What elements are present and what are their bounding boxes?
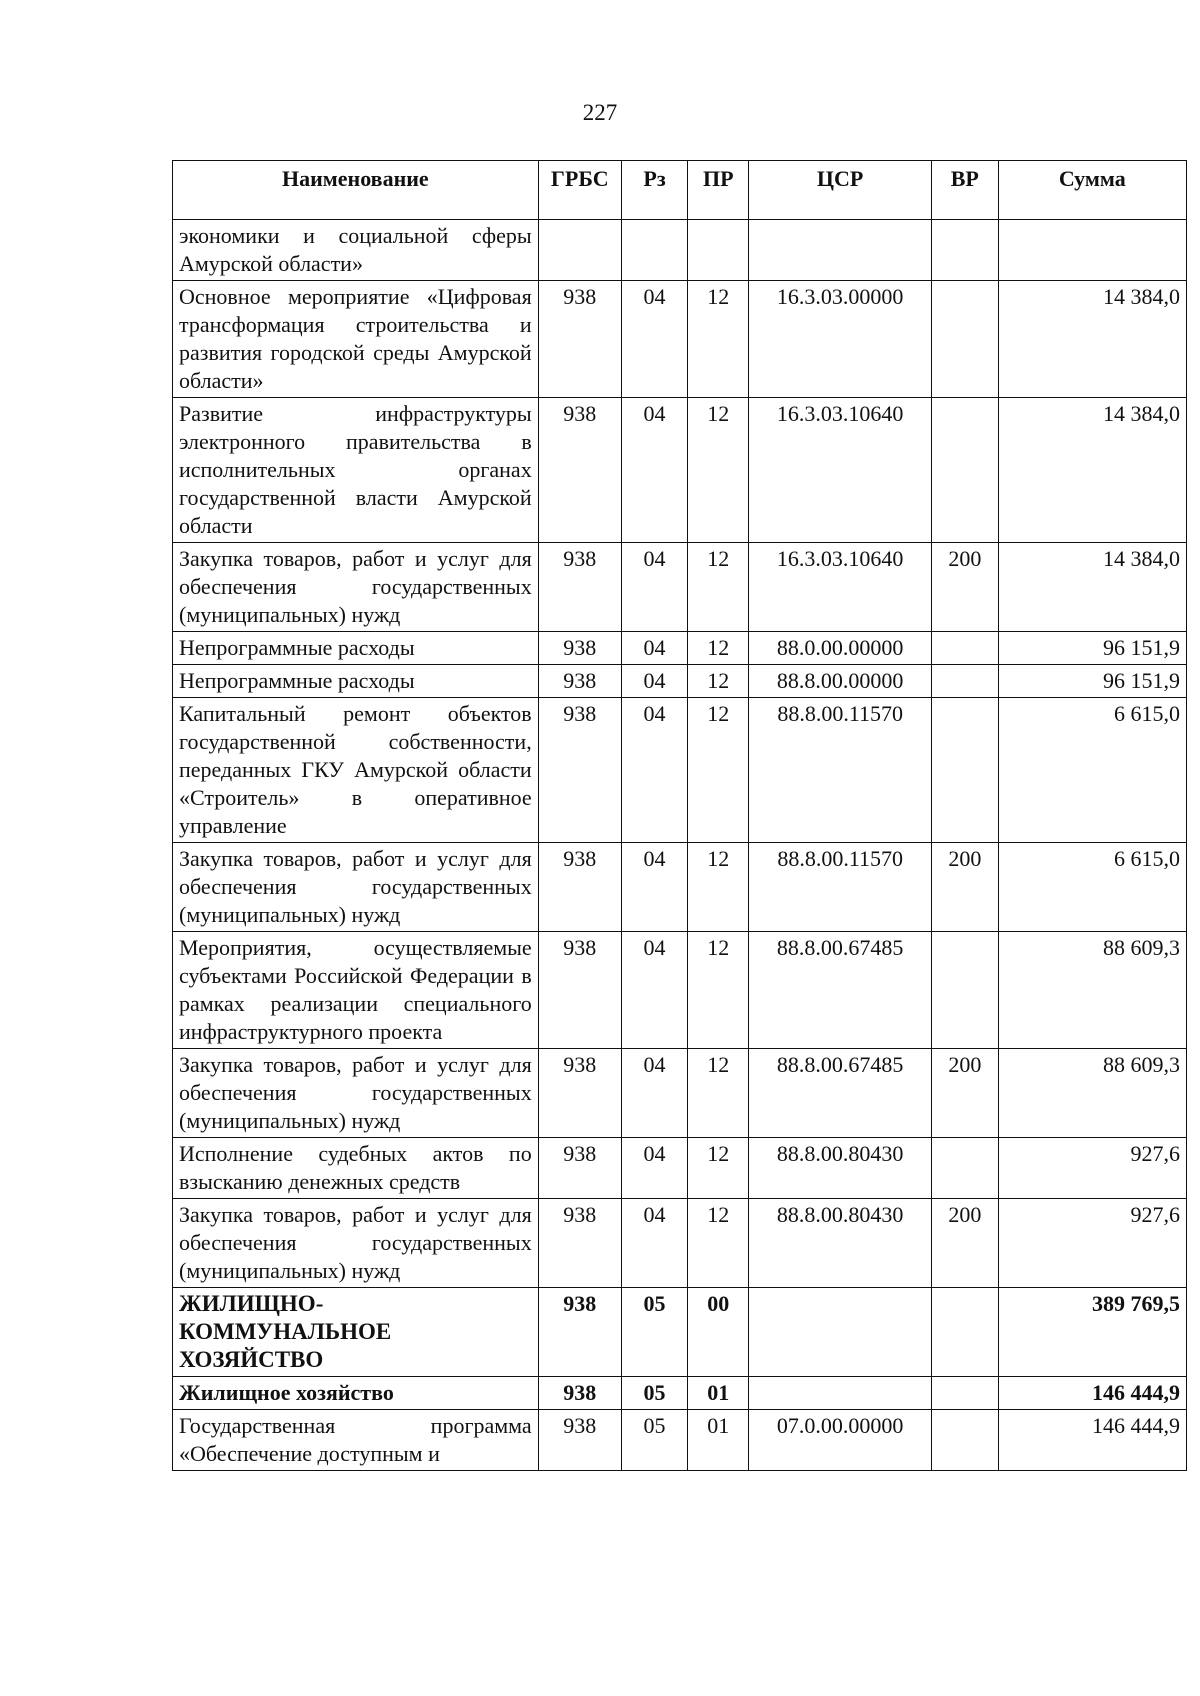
budget-table bbox=[172, 160, 1187, 1471]
cell-rz: 04 bbox=[621, 665, 687, 698]
cell-rz: 04 bbox=[621, 1049, 687, 1138]
cell-pr: 12 bbox=[688, 1138, 749, 1199]
table-row bbox=[173, 220, 1187, 281]
cell-vr bbox=[932, 1288, 998, 1377]
cell-sum: 96 151,9 bbox=[998, 665, 1186, 698]
cell-pr: 12 bbox=[688, 1049, 749, 1138]
cell-csr bbox=[749, 1288, 932, 1377]
table-row bbox=[173, 665, 1187, 698]
cell-sum: 14 384,0 bbox=[998, 398, 1186, 543]
table-row bbox=[173, 1288, 1187, 1377]
cell-csr: 88.0.00.00000 bbox=[749, 632, 932, 665]
cell-sum: 88 609,3 bbox=[998, 1049, 1186, 1138]
cell-grbs bbox=[538, 220, 621, 281]
cell-rz: 05 bbox=[621, 1410, 687, 1471]
header-sum: Сумма bbox=[998, 161, 1186, 220]
cell-rz: 04 bbox=[621, 281, 687, 398]
header-pr: ПР bbox=[688, 161, 749, 220]
cell-grbs: 938 bbox=[538, 1377, 621, 1410]
cell-grbs: 938 bbox=[538, 1049, 621, 1138]
cell-csr: 88.8.00.67485 bbox=[749, 1049, 932, 1138]
cell-csr: 07.0.00.00000 bbox=[749, 1410, 932, 1471]
cell-grbs: 938 bbox=[538, 1138, 621, 1199]
cell-rz: 05 bbox=[621, 1288, 687, 1377]
table-row bbox=[173, 398, 1187, 543]
cell-sum: 146 444,9 bbox=[998, 1377, 1186, 1410]
cell-name: экономики и социальной сферы Амурской области» bbox=[173, 220, 539, 281]
cell-vr: 200 bbox=[932, 1199, 998, 1288]
cell-grbs: 938 bbox=[538, 632, 621, 665]
cell-pr: 12 bbox=[688, 932, 749, 1049]
cell-grbs: 938 bbox=[538, 398, 621, 543]
cell-grbs: 938 bbox=[538, 1410, 621, 1471]
table-row bbox=[173, 632, 1187, 665]
cell-csr: 16.3.03.10640 bbox=[749, 398, 932, 543]
cell-name: Закупка товаров, работ и услуг для обеспечения государственных (муниципальных) нужд bbox=[173, 543, 539, 632]
cell-sum: 927,6 bbox=[998, 1199, 1186, 1288]
header-csr: ЦСР bbox=[749, 161, 932, 220]
cell-rz: 04 bbox=[621, 843, 687, 932]
table-row bbox=[173, 281, 1187, 398]
cell-vr bbox=[932, 632, 998, 665]
table-row bbox=[173, 1410, 1187, 1471]
cell-pr: 01 bbox=[688, 1410, 749, 1471]
cell-pr: 12 bbox=[688, 281, 749, 398]
cell-name: Мероприятия, осуществляемые субъектами Российской Федерации в рамках реализации специального инфраструктурного проекта bbox=[173, 932, 539, 1049]
table-row bbox=[173, 543, 1187, 632]
cell-rz: 04 bbox=[621, 632, 687, 665]
cell-vr: 200 bbox=[932, 543, 998, 632]
cell-sum bbox=[998, 220, 1186, 281]
cell-name: Жилищное хозяйство bbox=[173, 1377, 539, 1410]
cell-pr: 12 bbox=[688, 843, 749, 932]
cell-csr: 88.8.00.67485 bbox=[749, 932, 932, 1049]
cell-name: ЖИЛИЩНО-КОММУНАЛЬНОЕ ХОЗЯЙСТВО bbox=[173, 1288, 539, 1377]
cell-rz: 04 bbox=[621, 1199, 687, 1288]
cell-pr: 12 bbox=[688, 632, 749, 665]
cell-csr: 88.8.00.11570 bbox=[749, 843, 932, 932]
cell-sum: 146 444,9 bbox=[998, 1410, 1186, 1471]
cell-rz: 04 bbox=[621, 543, 687, 632]
cell-sum: 389 769,5 bbox=[998, 1288, 1186, 1377]
cell-pr bbox=[688, 220, 749, 281]
cell-sum: 96 151,9 bbox=[998, 632, 1186, 665]
table-row bbox=[173, 932, 1187, 1049]
cell-sum: 6 615,0 bbox=[998, 843, 1186, 932]
cell-vr: 200 bbox=[932, 843, 998, 932]
cell-sum: 88 609,3 bbox=[998, 932, 1186, 1049]
table-header-row bbox=[173, 161, 1187, 220]
cell-name: Закупка товаров, работ и услуг для обеспечения государственных (муниципальных) нужд bbox=[173, 1199, 539, 1288]
header-name: Наименование bbox=[173, 161, 539, 220]
cell-csr bbox=[749, 1377, 932, 1410]
cell-name: Непрограммные расходы bbox=[173, 632, 539, 665]
cell-vr bbox=[932, 1138, 998, 1199]
cell-grbs: 938 bbox=[538, 281, 621, 398]
table-row bbox=[173, 698, 1187, 843]
cell-sum: 14 384,0 bbox=[998, 281, 1186, 398]
cell-sum: 927,6 bbox=[998, 1138, 1186, 1199]
cell-csr: 88.8.00.00000 bbox=[749, 665, 932, 698]
cell-pr: 12 bbox=[688, 1199, 749, 1288]
cell-grbs: 938 bbox=[538, 543, 621, 632]
cell-csr: 88.8.00.80430 bbox=[749, 1138, 932, 1199]
cell-name: Исполнение судебных актов по взысканию денежных средств bbox=[173, 1138, 539, 1199]
cell-name: Непрограммные расходы bbox=[173, 665, 539, 698]
cell-vr bbox=[932, 932, 998, 1049]
cell-rz: 04 bbox=[621, 932, 687, 1049]
cell-pr: 12 bbox=[688, 698, 749, 843]
cell-vr bbox=[932, 1377, 998, 1410]
cell-grbs: 938 bbox=[538, 665, 621, 698]
cell-csr: 16.3.03.10640 bbox=[749, 543, 932, 632]
cell-vr bbox=[932, 665, 998, 698]
cell-sum: 6 615,0 bbox=[998, 698, 1186, 843]
cell-vr bbox=[932, 220, 998, 281]
cell-rz: 05 bbox=[621, 1377, 687, 1410]
cell-sum: 14 384,0 bbox=[998, 543, 1186, 632]
cell-rz: 04 bbox=[621, 1138, 687, 1199]
cell-name: Закупка товаров, работ и услуг для обеспечения государственных (муниципальных) нужд bbox=[173, 843, 539, 932]
cell-grbs: 938 bbox=[538, 932, 621, 1049]
table-row bbox=[173, 1199, 1187, 1288]
cell-csr: 16.3.03.00000 bbox=[749, 281, 932, 398]
cell-grbs: 938 bbox=[538, 1288, 621, 1377]
table-row bbox=[173, 1377, 1187, 1410]
cell-pr: 00 bbox=[688, 1288, 749, 1377]
cell-csr: 88.8.00.11570 bbox=[749, 698, 932, 843]
cell-grbs: 938 bbox=[538, 843, 621, 932]
cell-rz bbox=[621, 220, 687, 281]
cell-pr: 12 bbox=[688, 398, 749, 543]
table-row bbox=[173, 1049, 1187, 1138]
header-grbs: ГРБС bbox=[538, 161, 621, 220]
header-rz: Рз bbox=[621, 161, 687, 220]
cell-vr bbox=[932, 398, 998, 543]
cell-pr: 12 bbox=[688, 543, 749, 632]
cell-name: Закупка товаров, работ и услуг для обеспечения государственных (муниципальных) нужд bbox=[173, 1049, 539, 1138]
cell-vr bbox=[932, 1410, 998, 1471]
cell-vr: 200 bbox=[932, 1049, 998, 1138]
cell-csr: 88.8.00.80430 bbox=[749, 1199, 932, 1288]
header-vr: ВР bbox=[932, 161, 998, 220]
table-row bbox=[173, 1138, 1187, 1199]
cell-rz: 04 bbox=[621, 698, 687, 843]
cell-name: Государственная программа «Обеспечение доступным и bbox=[173, 1410, 539, 1471]
cell-pr: 01 bbox=[688, 1377, 749, 1410]
cell-grbs: 938 bbox=[538, 698, 621, 843]
cell-grbs: 938 bbox=[538, 1199, 621, 1288]
table-row bbox=[173, 843, 1187, 932]
cell-pr: 12 bbox=[688, 665, 749, 698]
cell-vr bbox=[932, 698, 998, 843]
page-number: 227 bbox=[582, 100, 618, 125]
cell-rz: 04 bbox=[621, 398, 687, 543]
cell-csr bbox=[749, 220, 932, 281]
cell-vr bbox=[932, 281, 998, 398]
cell-name: Основное мероприятие «Цифровая трансформация строительства и развития городской среды Амурской области» bbox=[173, 281, 539, 398]
cell-name: Развитие инфраструктуры электронного правительства в исполнительных органах государственной власти Амурской области bbox=[173, 398, 539, 543]
cell-name: Капитальный ремонт объектов государственной собственности, переданных ГКУ Амурской области «Строитель» в оперативное управление bbox=[173, 698, 539, 843]
